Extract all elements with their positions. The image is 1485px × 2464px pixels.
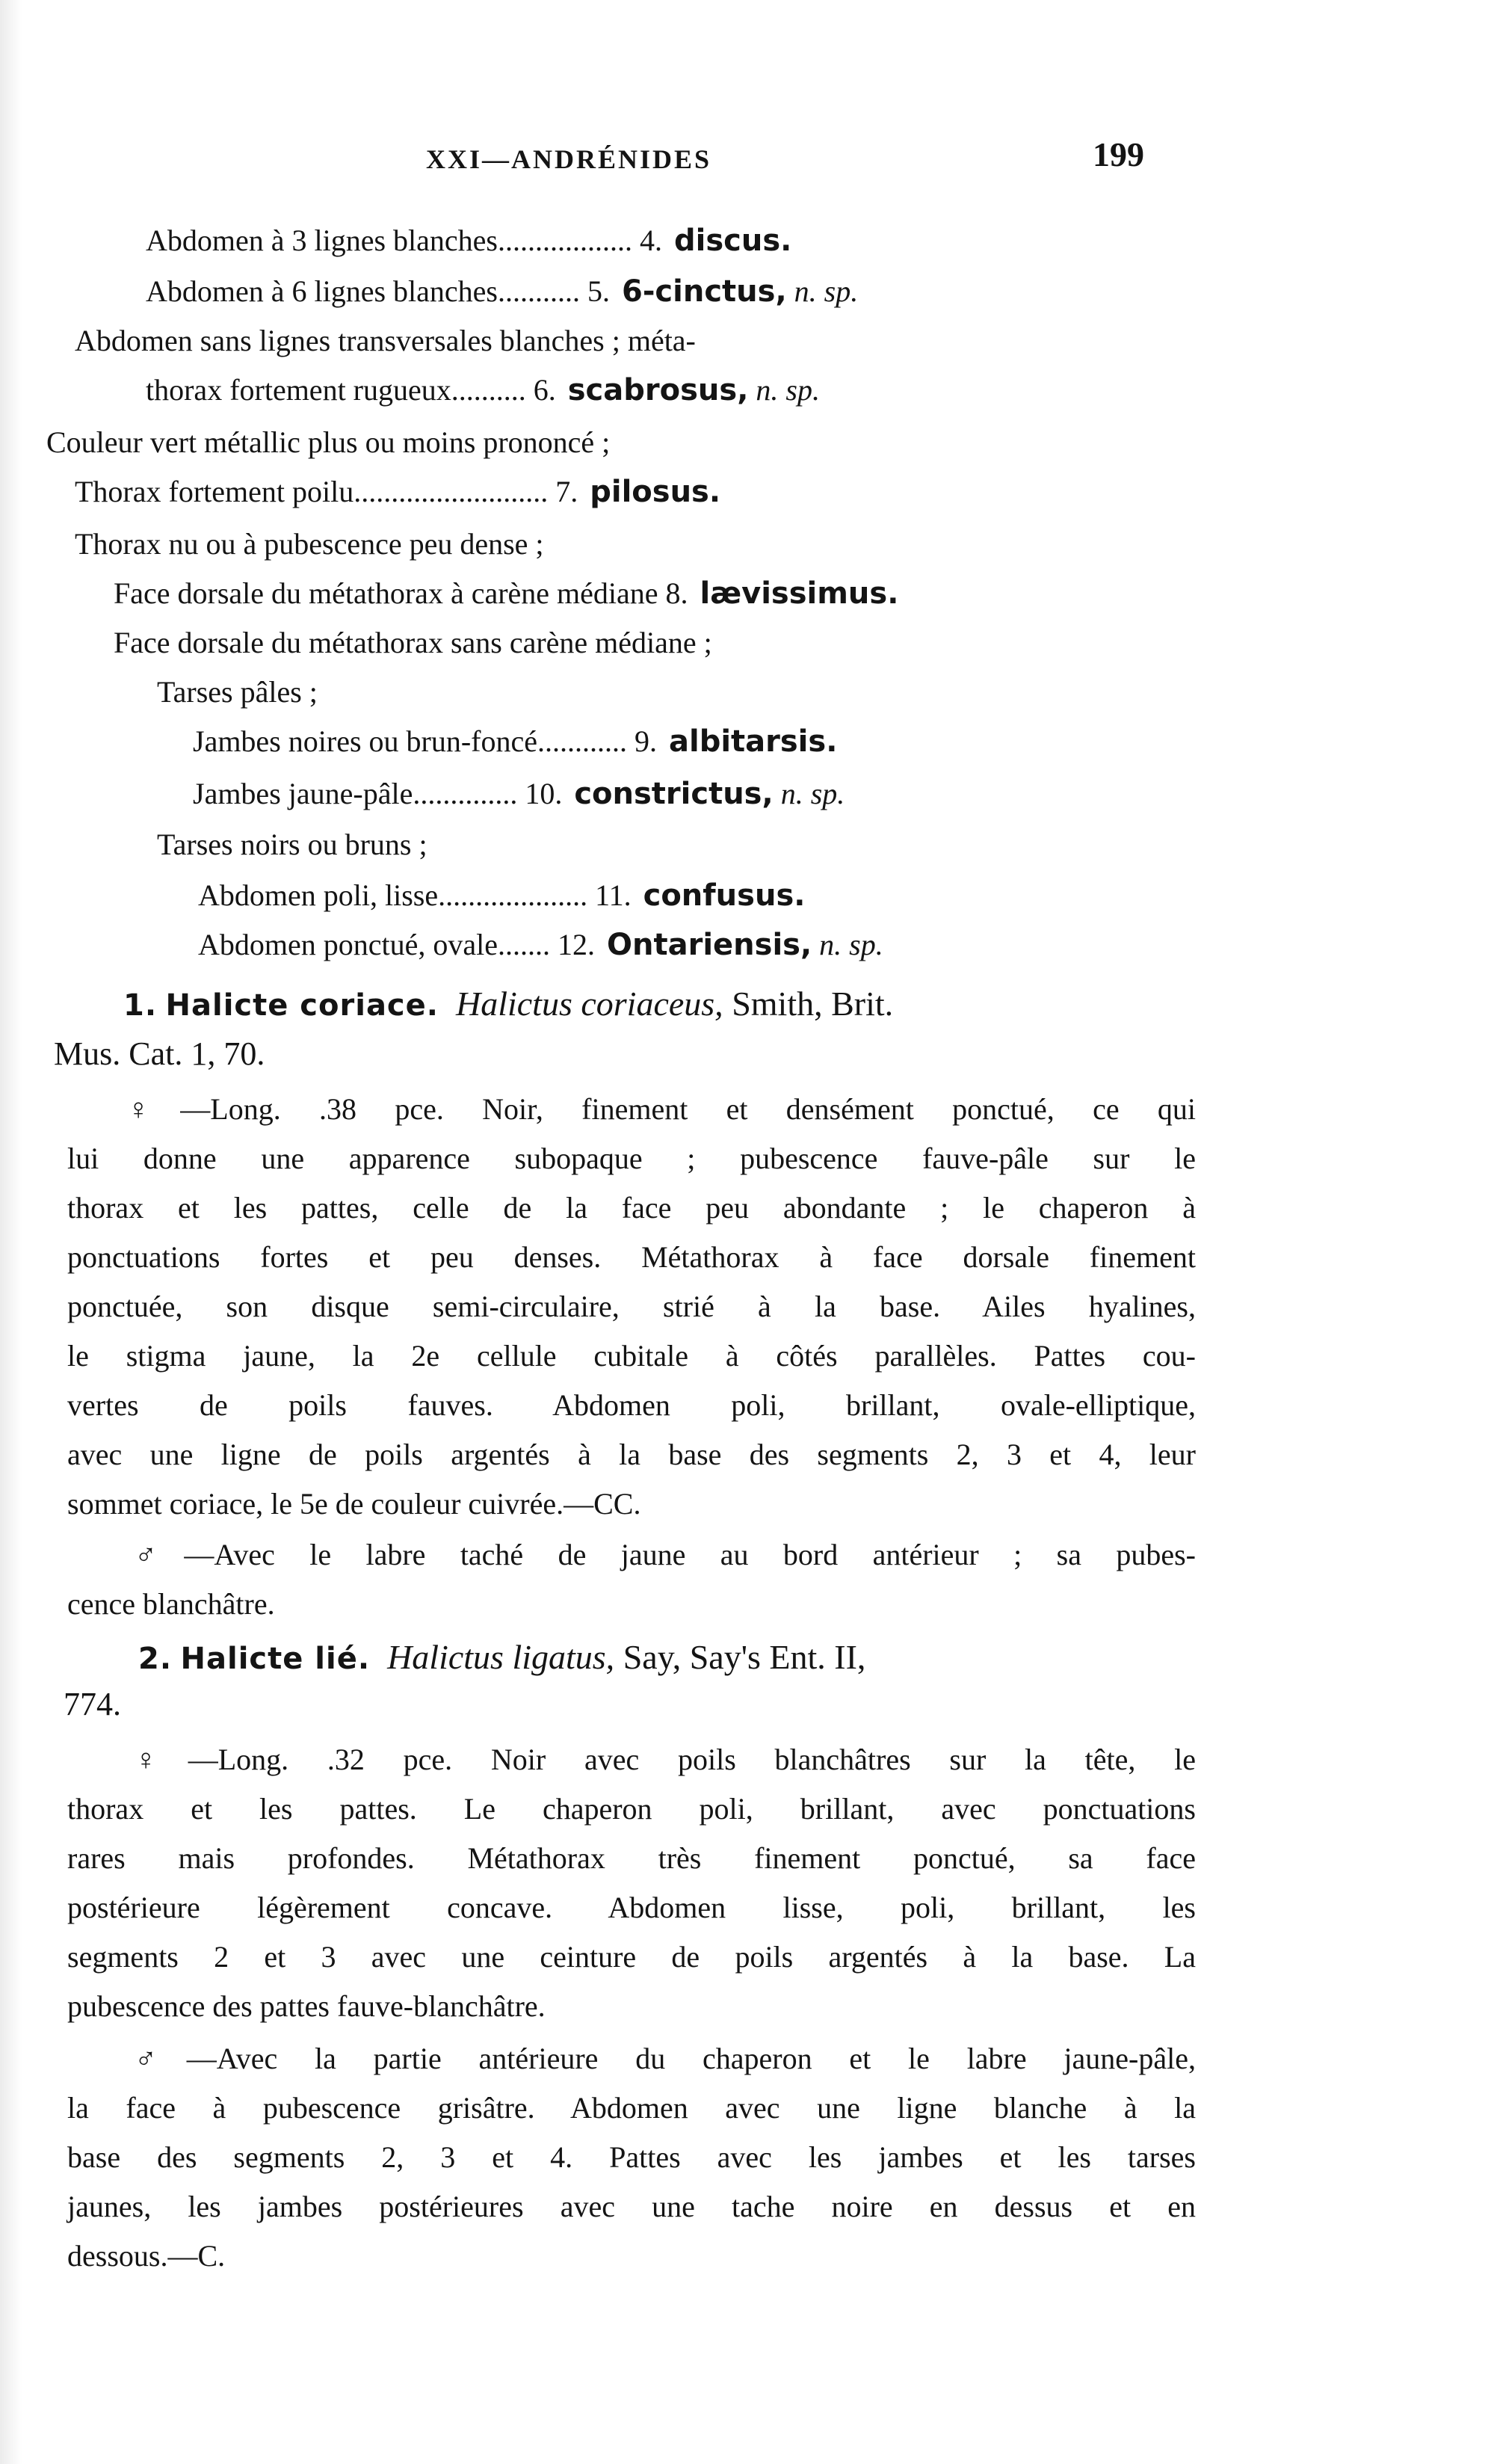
key-text: Abdomen à 6 lignes blanches...........: [146, 274, 580, 308]
species-reference: Say, Say's Ent. II,: [623, 1638, 866, 1676]
species-heading: [138, 1639, 865, 1677]
description-line: avec une ligne de poils argentés à la base des segments 2, 3 et 4, leur: [67, 1438, 1196, 1471]
key-taxon: albitarsis.: [668, 724, 838, 759]
key-text: Abdomen ponctué, ovale.......: [198, 928, 550, 961]
key-text: Jambes noires ou brun-foncé............: [193, 724, 627, 758]
key-text: Couleur vert métallic plus ou moins prononcé ;: [46, 425, 611, 459]
description-line: segments 2 et 3 avec une ceinture de poils argentés à la base. La: [67, 1940, 1196, 1974]
key-number: 10.: [525, 777, 563, 810]
key-line: [198, 879, 805, 912]
key-number: 9.: [634, 724, 657, 758]
key-text: Thorax fortement poilu..........................: [75, 475, 549, 508]
key-taxon: scabrosus,: [567, 373, 749, 407]
description-line: rares mais profondes. Métathorax très finement ponctué, sa face: [67, 1841, 1196, 1875]
key-line: [114, 577, 898, 610]
key-line: [157, 676, 318, 709]
male-description-line: dessous.—C.: [67, 2239, 226, 2273]
key-line: [75, 528, 544, 561]
key-text: Tarses noirs ou bruns ;: [157, 828, 427, 861]
key-number: 12.: [558, 928, 595, 961]
male-description-line: cence blanchâtre.: [67, 1587, 275, 1621]
key-text: Face dorsale du métathorax sans carène médiane ;: [114, 626, 712, 659]
key-line: [198, 928, 883, 961]
key-line: [75, 475, 720, 508]
key-sp-note: n. sp.: [819, 928, 883, 961]
key-line: [193, 725, 837, 758]
key-line: [146, 374, 820, 407]
key-number: 5.: [587, 274, 610, 308]
key-number: 7.: [555, 475, 578, 508]
key-text: Thorax nu ou à pubescence peu dense ;: [75, 527, 544, 561]
description-line: postérieure légèrement concave. Abdomen lisse, poli, brillant, les: [67, 1891, 1196, 1924]
key-line: [157, 828, 427, 861]
key-sp-note: n. sp.: [794, 274, 859, 308]
key-taxon: constrictus,: [574, 777, 774, 811]
page-edge-shadow: [0, 0, 22, 2464]
description-line: ponctuée, son disque semi-circulaire, strié à la base. Ailes hyalines,: [67, 1290, 1196, 1323]
key-line: [146, 224, 791, 257]
key-number: 4.: [640, 224, 662, 257]
species-number: 2.: [138, 1642, 173, 1676]
description-line: thorax et les pattes. Le chaperon poli, brillant, avec ponctuations: [67, 1792, 1196, 1826]
description-line: sommet coriace, le 5e de couleur cuivrée.—CC.: [67, 1487, 641, 1521]
key-text: Abdomen sans lignes transversales blanches ; méta-: [75, 324, 696, 357]
key-line: [114, 626, 712, 659]
key-number: 11.: [595, 878, 632, 912]
key-line: [146, 275, 858, 308]
key-taxon: Ontariensis,: [607, 928, 812, 962]
key-sp-note: n. sp.: [756, 373, 820, 407]
running-head: XXI—ANDRÉNIDES: [426, 144, 712, 174]
key-text: thorax fortement rugueux..........: [146, 373, 526, 407]
male-description-line: ♂—Avec la partie antérieure du chaperon et le labre jaune-pâle,: [135, 2042, 1196, 2075]
description-line: lui donne une apparence subopaque ; pubescence fauve-pâle sur le: [67, 1142, 1196, 1175]
description-line: thorax et les pattes, celle de la face peu abondante ; le chaperon à: [67, 1191, 1196, 1225]
key-line: [75, 324, 696, 357]
species-reference-cont: Mus. Cat. 1, 70.: [54, 1035, 265, 1072]
species-reference: Smith, Brit.: [732, 985, 894, 1023]
key-taxon: lævissimus.: [700, 576, 899, 611]
key-line: [193, 777, 845, 810]
key-taxon: 6-cinctus,: [622, 274, 787, 309]
key-text: Tarses pâles ;: [157, 675, 318, 709]
description-line: le stigma jaune, la 2e cellule cubitale à côtés parallèles. Pattes cou-: [67, 1339, 1196, 1373]
key-taxon: pilosus.: [590, 475, 721, 509]
key-line: [46, 426, 610, 459]
male-description-line: la face à pubescence grisâtre. Abdomen avec une ligne blanche à la: [67, 2091, 1196, 2125]
description-line: ponctuations fortes et peu denses. Métathorax à face dorsale finement: [67, 1240, 1196, 1274]
page-number: 199: [1093, 135, 1144, 173]
male-description-line: ♂—Avec le labre taché de jaune au bord antérieur ; sa pubes-: [135, 1538, 1196, 1571]
species-heading: [123, 985, 893, 1023]
key-number: 8.: [665, 576, 688, 610]
male-description-line: base des segments 2, 3 et 4. Pattes avec les jambes et les tarses: [67, 2140, 1196, 2174]
key-text: Abdomen poli, lisse....................: [198, 878, 588, 912]
key-number: 6.: [533, 373, 556, 407]
description-line: vertes de poils fauves. Abdomen poli, brillant, ovale-elliptique,: [67, 1388, 1196, 1422]
male-description-line: jaunes, les jambes postérieures avec une tache noire en dessus et en: [67, 2190, 1196, 2223]
key-text: Jambes jaune-pâle..............: [193, 777, 518, 810]
key-text: Abdomen à 3 lignes blanches..................: [146, 224, 632, 257]
page-header: [0, 135, 1485, 187]
description-line: pubescence des pattes fauve-blanchâtre.: [67, 1989, 546, 2023]
species-latin-name: Halictus ligatus,: [387, 1638, 615, 1676]
description-line: ♀—Long. .38 pce. Noir, finement et densément ponctué, ce qui: [127, 1092, 1196, 1126]
species-common-name: Halicte coriace.: [165, 988, 439, 1023]
key-taxon: confusus.: [643, 878, 806, 913]
key-text: Face dorsale du métathorax à carène médiane: [114, 576, 658, 610]
key-taxon: discus.: [674, 224, 792, 258]
species-common-name: Halicte lié.: [180, 1642, 371, 1676]
key-sp-note: n. sp.: [780, 777, 845, 810]
species-number: 1.: [123, 988, 158, 1023]
species-reference-cont: 774.: [64, 1686, 121, 1722]
species-latin-name: Halictus coriaceus,: [455, 985, 723, 1023]
description-line: ♀—Long. .32 pce. Noir avec poils blanchâtres sur la tête, le: [135, 1743, 1196, 1776]
